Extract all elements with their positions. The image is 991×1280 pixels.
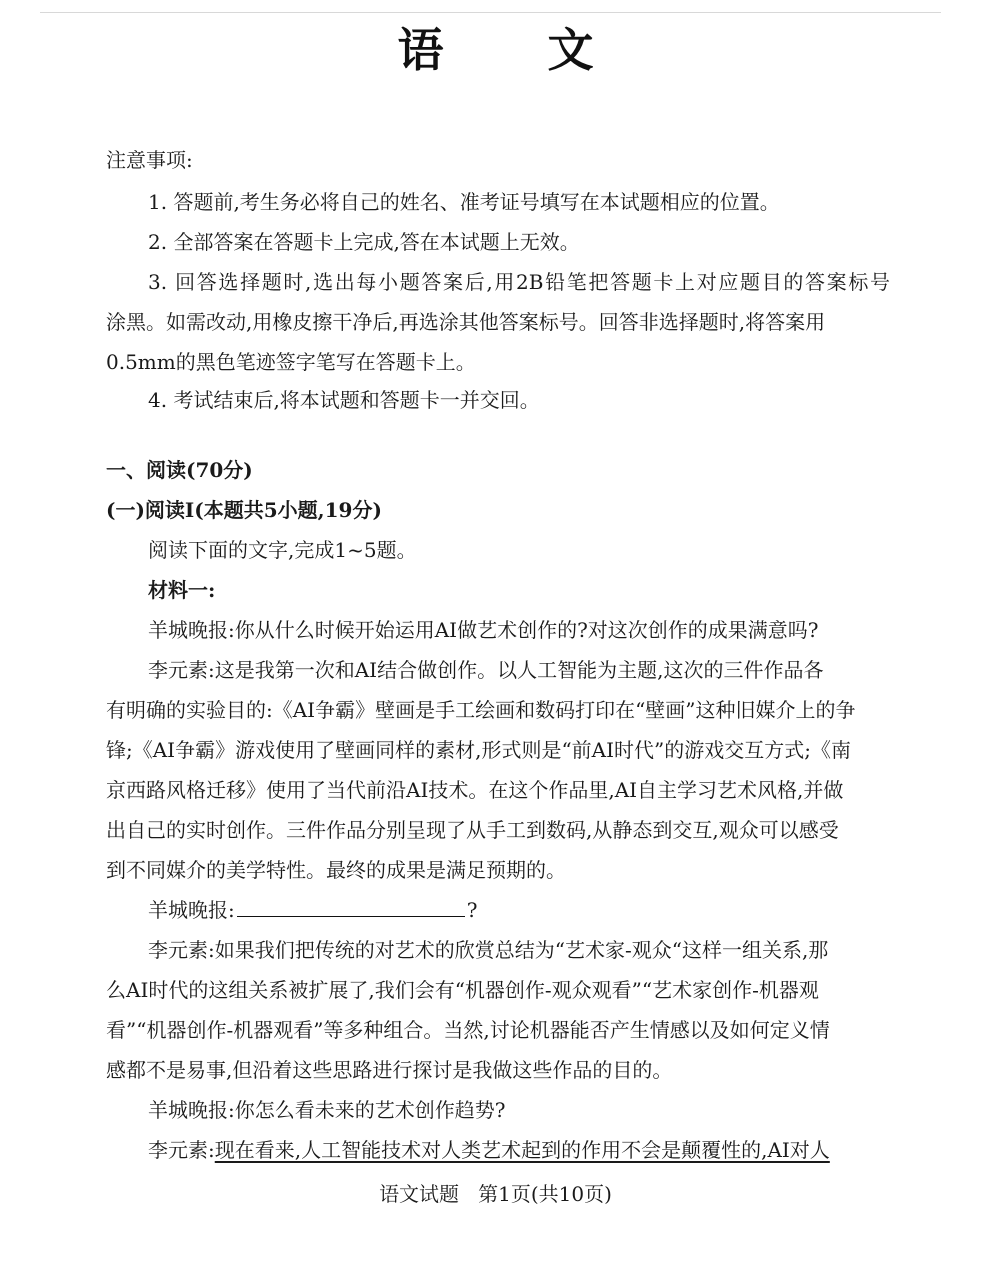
passage-answer-1-line-1: 李元素:这是我第一次和AI结合做创作。以人工智能为主题,这次的三件作品各 (148, 658, 824, 682)
notice-item-1: 1. 答题前,考生务必将自己的姓名、准考证号填写在本试题相应的位置。 (148, 190, 780, 214)
page-footer: 语文试题 第1页(共10页) (379, 1182, 612, 1206)
answer-speaker: 李元素: (148, 1138, 215, 1162)
notice-item-3-line-1: 3. 回答选择题时,选出每小题答案后,用2B铅笔把答题卡上对应题目的答案标号 (148, 270, 890, 294)
passage-question-1: 羊城晚报:你从什么时候开始运用AI做艺术创作的?对这次创作的成果满意吗? (148, 618, 819, 642)
notice-item-3-line-3: 0.5mm的黑色笔迹签字笔写在答题卡上。 (106, 350, 476, 374)
passage-question-3: 羊城晚报:你怎么看未来的艺术创作趋势? (148, 1098, 506, 1122)
passage-question-2 (148, 896, 477, 924)
passage-answer-1-line-6: 到不同媒介的美学特性。最终的成果是满足预期的。 (106, 858, 566, 882)
section-heading: 一、阅读(70分) (106, 458, 253, 482)
section-sub-heading: (一)阅读Ⅰ(本题共5小题,19分) (106, 498, 382, 522)
underlined-text: 现在看来,人工智能技术对人类艺术起到的作用不会是颠覆性的,AI对人 (214, 1138, 830, 1162)
page-title: 语 文 (397, 23, 638, 77)
passage-answer-2-line-4: 感都不是易事,但沿着这些思路进行探讨是我做这些作品的目的。 (106, 1058, 673, 1082)
passage-answer-1-line-2: 有明确的实验目的:《AI争霸》壁画是手工绘画和数码打印在“壁画”这种旧媒介上的争 (106, 698, 856, 722)
notice-heading: 注意事项: (106, 148, 193, 172)
notice-item-2: 2. 全部答案在答题卡上完成,答在本试题上无效。 (148, 230, 580, 254)
fill-in-blank (237, 896, 465, 917)
passage-answer-2-line-2: 么AI时代的这组关系被扩展了,我们会有“机器创作-观众观看”“艺术家创作-机器观 (106, 978, 819, 1002)
material-label: 材料一: (148, 578, 216, 602)
passage-answer-1-line-3: 锋;《AI争霸》游戏使用了壁画同样的素材,形式则是“前AI时代”的游戏交互方式;《南 (106, 738, 851, 762)
passage-answer-2-line-3: 看”“机器创作-机器观看”等多种组合。当然,讨论机器能否产生情感以及如何定义情 (106, 1018, 830, 1042)
question-speaker: 羊城晚报: (148, 898, 235, 922)
top-rule (40, 12, 941, 13)
notice-item-4: 4. 考试结束后,将本试题和答题卡一并交回。 (148, 388, 540, 412)
passage-answer-2-line-1: 李元素:如果我们把传统的对艺术的欣赏总结为“艺术家-观众“这样一组关系,那 (148, 938, 829, 962)
passage-answer-3-line-1 (148, 1136, 830, 1164)
section-instruction: 阅读下面的文字,完成1~5题。 (148, 538, 417, 562)
notice-item-3-line-2: 涂黑。如需改动,用橡皮擦干净后,再选涂其他答案标号。回答非选择题时,将答案用 (106, 310, 826, 334)
question-mark: ? (466, 898, 478, 922)
passage-answer-1-line-5: 出自己的实时创作。三件作品分别呈现了从手工到数码,从静态到交互,观众可以感受 (106, 818, 839, 842)
passage-answer-1-line-4: 京西路风格迁移》使用了当代前沿AI技术。在这个作品里,AI自主学习艺术风格,并做 (106, 778, 844, 802)
